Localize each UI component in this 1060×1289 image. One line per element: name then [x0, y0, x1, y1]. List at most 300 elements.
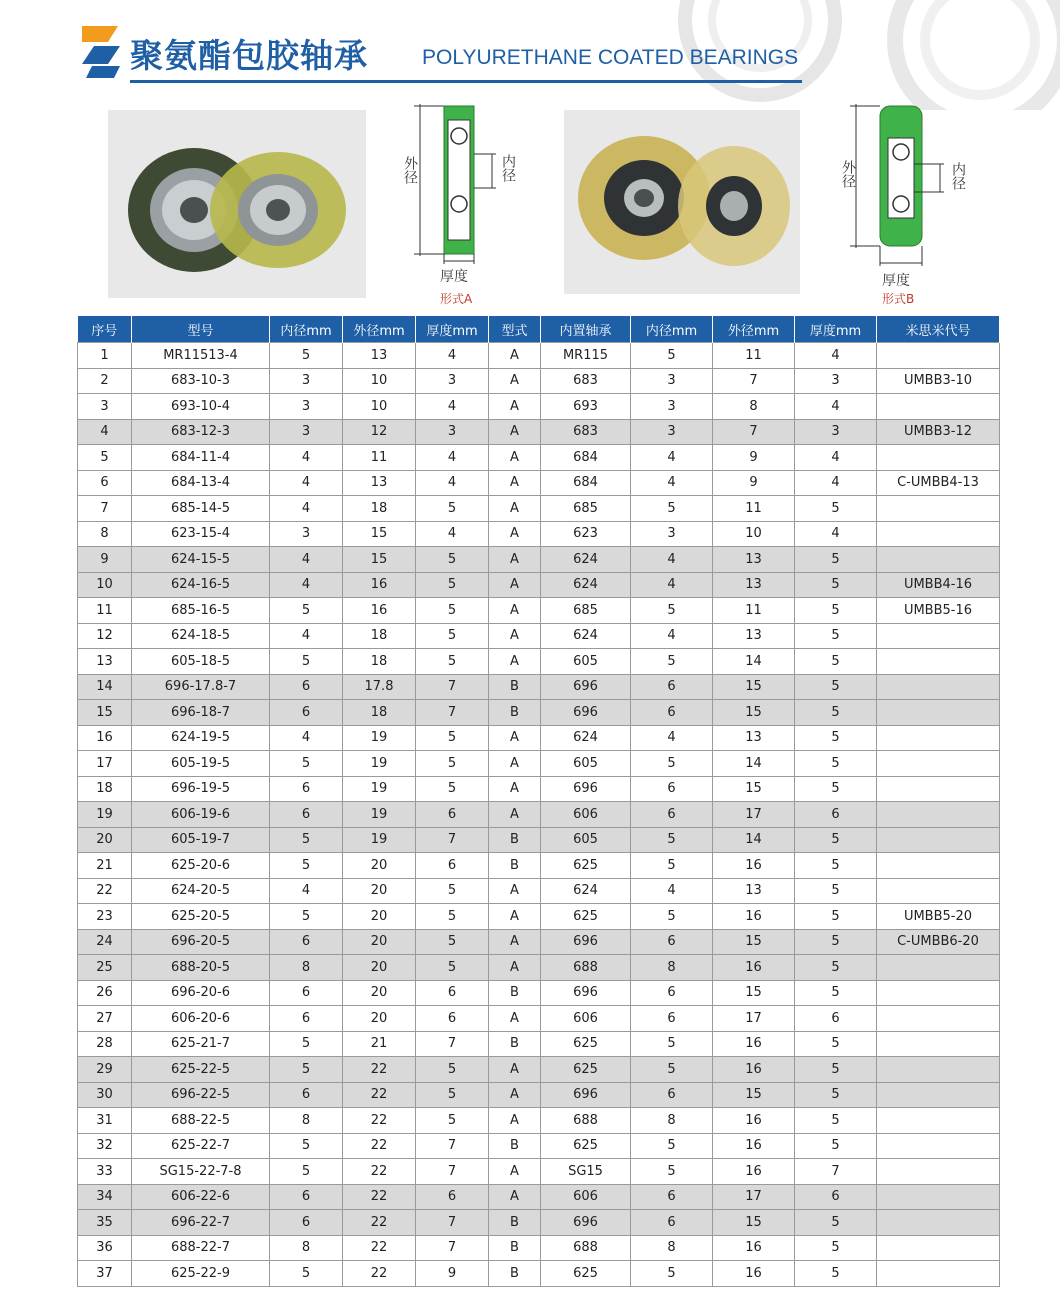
table-cell: 5 [416, 649, 489, 675]
table-cell: 606 [541, 802, 631, 828]
table-cell: A [489, 547, 541, 573]
table-cell: 5 [795, 853, 877, 879]
table-cell: 10 [343, 394, 416, 420]
table-cell: 696-20-5 [132, 929, 270, 955]
table-cell: 19 [343, 725, 416, 751]
table-cell: 684-13-4 [132, 470, 270, 496]
table-cell: 5 [795, 776, 877, 802]
table-cell: 5 [795, 496, 877, 522]
table-cell: 10 [78, 572, 132, 598]
table-cell: 2 [78, 368, 132, 394]
table-row [78, 598, 1000, 624]
table-cell: C-UMBB6-20 [877, 929, 1000, 955]
table-cell: 625 [541, 1133, 631, 1159]
table-cell: 7 [416, 1159, 489, 1185]
table-cell: 606-20-6 [132, 1006, 270, 1032]
table-cell: 696 [541, 1082, 631, 1108]
table-cell: 6 [631, 776, 713, 802]
table-cell: 22 [343, 1184, 416, 1210]
table-row [78, 827, 1000, 853]
table-cell: A [489, 1159, 541, 1185]
product-photo-type-a [108, 110, 366, 298]
table-cell: 5 [795, 1057, 877, 1083]
table-row [78, 955, 1000, 981]
table-cell: 4 [795, 470, 877, 496]
table-cell: UMBB3-10 [877, 368, 1000, 394]
table-cell: 5 [416, 1082, 489, 1108]
table-cell: 5 [795, 623, 877, 649]
table-cell: 3 [270, 368, 343, 394]
table-cell: 19 [78, 802, 132, 828]
table-cell: B [489, 674, 541, 700]
table-cell: 5 [631, 827, 713, 853]
table-cell: 16 [713, 1261, 795, 1287]
table-row [78, 1184, 1000, 1210]
table-cell: 625-22-5 [132, 1057, 270, 1083]
table-cell [877, 980, 1000, 1006]
table-row [78, 547, 1000, 573]
table-cell: 16 [713, 1108, 795, 1134]
table-cell: 684 [541, 470, 631, 496]
table-cell: 27 [78, 1006, 132, 1032]
table-cell: 8 [713, 394, 795, 420]
table-cell: 34 [78, 1184, 132, 1210]
table-cell: 3 [631, 419, 713, 445]
table-row [78, 496, 1000, 522]
table-row [78, 470, 1000, 496]
table-cell: 5 [270, 649, 343, 675]
table-cell: 5 [416, 878, 489, 904]
table-cell: 696 [541, 674, 631, 700]
table-cell: 11 [713, 496, 795, 522]
table-cell: 18 [78, 776, 132, 802]
table-cell: 624-16-5 [132, 572, 270, 598]
table-cell: 6 [416, 802, 489, 828]
table-cell: 4 [270, 878, 343, 904]
table-row [78, 725, 1000, 751]
table-cell: 625 [541, 1261, 631, 1287]
table-row [78, 700, 1000, 726]
table-cell: 6 [631, 1184, 713, 1210]
table-cell: A [489, 368, 541, 394]
table-cell: 22 [343, 1133, 416, 1159]
table-cell: 684-11-4 [132, 445, 270, 471]
table-cell: 5 [270, 904, 343, 930]
table-cell: 16 [713, 955, 795, 981]
column-header: 内径mm [631, 316, 713, 343]
table-cell: 605 [541, 751, 631, 777]
product-photo-type-b [564, 110, 800, 294]
table-cell: 15 [713, 1210, 795, 1236]
table-cell: 683-10-3 [132, 368, 270, 394]
table-cell: A [489, 904, 541, 930]
table-cell: A [489, 1006, 541, 1032]
table-cell: 688 [541, 955, 631, 981]
table-cell: 605 [541, 827, 631, 853]
table-cell: 624 [541, 725, 631, 751]
table-cell: 4 [631, 547, 713, 573]
table-cell: 625 [541, 1057, 631, 1083]
table-cell: 22 [343, 1057, 416, 1083]
table-cell: 5 [795, 904, 877, 930]
table-cell: 12 [78, 623, 132, 649]
table-cell: 625-22-7 [132, 1133, 270, 1159]
table-cell: 4 [795, 521, 877, 547]
table-cell: 625-20-5 [132, 904, 270, 930]
table-cell: 7 [416, 827, 489, 853]
table-cell: 688-22-7 [132, 1235, 270, 1261]
table-cell: SG15 [541, 1159, 631, 1185]
table-row [78, 904, 1000, 930]
page-header [78, 18, 818, 88]
table-row [78, 343, 1000, 369]
table-cell: 5 [795, 751, 877, 777]
table-cell: A [489, 572, 541, 598]
table-cell: A [489, 419, 541, 445]
table-cell: 625-22-9 [132, 1261, 270, 1287]
table-row [78, 1057, 1000, 1083]
table-cell: 4 [270, 623, 343, 649]
table-cell: 3 [416, 419, 489, 445]
table-cell: 11 [713, 598, 795, 624]
table-cell: A [489, 1057, 541, 1083]
table-cell: 4 [631, 470, 713, 496]
table-cell: 6 [416, 980, 489, 1006]
table-cell: MR11513-4 [132, 343, 270, 369]
table-cell [877, 1210, 1000, 1236]
table-cell: 20 [343, 1006, 416, 1032]
table-cell: A [489, 470, 541, 496]
table-cell: 624-19-5 [132, 725, 270, 751]
table-cell [877, 1057, 1000, 1083]
table-cell: 9 [78, 547, 132, 573]
table-cell: 18 [343, 496, 416, 522]
table-cell: 8 [631, 1235, 713, 1261]
table-cell: 17 [713, 1184, 795, 1210]
table-cell: 624-18-5 [132, 623, 270, 649]
table-cell: 623 [541, 521, 631, 547]
table-cell: 6 [631, 802, 713, 828]
table-cell: 6 [631, 674, 713, 700]
table-cell: 5 [416, 904, 489, 930]
table-cell: 688 [541, 1108, 631, 1134]
table-cell: 4 [631, 725, 713, 751]
table-cell: 9 [416, 1261, 489, 1287]
table-cell: 5 [416, 496, 489, 522]
table-row [78, 1159, 1000, 1185]
table-cell: 5 [795, 547, 877, 573]
table-cell: 4 [416, 343, 489, 369]
table-cell: 5 [795, 725, 877, 751]
table-cell: 8 [631, 955, 713, 981]
table-cell: 5 [270, 1057, 343, 1083]
table-cell: A [489, 496, 541, 522]
table-cell [877, 649, 1000, 675]
table-cell: 16 [713, 1159, 795, 1185]
column-header: 外径mm [713, 316, 795, 343]
table-cell: 8 [270, 1235, 343, 1261]
table-cell: 33 [78, 1159, 132, 1185]
table-header-row [78, 316, 1000, 343]
table-cell: 11 [713, 343, 795, 369]
table-cell: 624 [541, 623, 631, 649]
table-cell: 5 [795, 955, 877, 981]
table-cell [877, 1235, 1000, 1261]
table-cell: 683-12-3 [132, 419, 270, 445]
table-cell: 5 [795, 1031, 877, 1057]
table-cell: 32 [78, 1133, 132, 1159]
table-cell: 7 [416, 674, 489, 700]
table-cell: 3 [795, 368, 877, 394]
table-cell: 4 [416, 445, 489, 471]
table-cell: 5 [270, 1133, 343, 1159]
table-cell: A [489, 649, 541, 675]
table-cell: 5 [416, 725, 489, 751]
table-cell: 5 [631, 343, 713, 369]
table-cell [877, 802, 1000, 828]
table-cell: 8 [631, 1108, 713, 1134]
table-row [78, 1108, 1000, 1134]
table-cell: 5 [631, 751, 713, 777]
table-cell: 696-22-5 [132, 1082, 270, 1108]
table-cell: 5 [795, 1235, 877, 1261]
table-cell: A [489, 802, 541, 828]
column-header: 内置轴承 [541, 316, 631, 343]
table-cell: 20 [343, 853, 416, 879]
table-cell: 17 [78, 751, 132, 777]
table-cell: 5 [416, 1057, 489, 1083]
table-cell: 22 [343, 1210, 416, 1236]
table-cell: 696-19-5 [132, 776, 270, 802]
table-cell: 20 [343, 980, 416, 1006]
table-cell [877, 1031, 1000, 1057]
table-cell: 4 [416, 394, 489, 420]
table-cell: 5 [270, 1031, 343, 1057]
table-row [78, 853, 1000, 879]
inner-diameter-label: 内径 [500, 154, 516, 182]
table-cell: 7 [416, 700, 489, 726]
brand-logo-icon [78, 24, 124, 80]
table-cell: 5 [795, 674, 877, 700]
table-row [78, 623, 1000, 649]
table-cell: 606-22-6 [132, 1184, 270, 1210]
table-cell: 5 [270, 827, 343, 853]
table-cell: 625 [541, 1031, 631, 1057]
table-cell: 16 [343, 598, 416, 624]
table-cell: 5 [416, 929, 489, 955]
table-cell: 8 [270, 955, 343, 981]
table-cell: 26 [78, 980, 132, 1006]
table-cell: 5 [631, 853, 713, 879]
table-cell: 9 [713, 445, 795, 471]
column-header: 型式 [489, 316, 541, 343]
table-cell: A [489, 751, 541, 777]
table-cell: 5 [631, 1133, 713, 1159]
table-cell: 606 [541, 1006, 631, 1032]
table-cell: 17 [713, 802, 795, 828]
table-cell: 15 [713, 700, 795, 726]
table-cell: 10 [713, 521, 795, 547]
table-cell: 16 [713, 904, 795, 930]
table-cell: A [489, 776, 541, 802]
table-cell: 5 [631, 598, 713, 624]
table-cell: 16 [713, 1031, 795, 1057]
table-cell: 685 [541, 598, 631, 624]
table-cell [877, 1108, 1000, 1134]
table-cell: 6 [631, 1082, 713, 1108]
table-cell: 14 [713, 827, 795, 853]
table-cell: 684 [541, 445, 631, 471]
table-cell: 624 [541, 878, 631, 904]
table-cell: 7 [713, 419, 795, 445]
table-cell: 20 [343, 904, 416, 930]
column-header: 序号 [78, 316, 132, 343]
table-cell: 14 [713, 649, 795, 675]
table-cell: 4 [270, 725, 343, 751]
table-cell: 30 [78, 1082, 132, 1108]
table-cell: 6 [270, 674, 343, 700]
table-cell: 16 [713, 1057, 795, 1083]
table-cell: 6 [270, 802, 343, 828]
table-cell: 605 [541, 649, 631, 675]
table-cell: 4 [795, 343, 877, 369]
table-cell: 696-20-6 [132, 980, 270, 1006]
table-row [78, 751, 1000, 777]
table-cell: B [489, 980, 541, 1006]
column-header: 内径mm [270, 316, 343, 343]
table-cell: 685 [541, 496, 631, 522]
table-cell: 5 [270, 598, 343, 624]
table-cell: 13 [343, 343, 416, 369]
page-title-chinese: 聚氨酯包胶轴承 [130, 36, 368, 75]
table-cell: 5 [78, 445, 132, 471]
table-cell: 37 [78, 1261, 132, 1287]
table-cell: 19 [343, 776, 416, 802]
table-cell: 5 [795, 827, 877, 853]
table-row [78, 980, 1000, 1006]
table-cell: 5 [416, 955, 489, 981]
table-cell [877, 1184, 1000, 1210]
table-row [78, 674, 1000, 700]
table-cell: A [489, 1108, 541, 1134]
table-cell: 22 [343, 1235, 416, 1261]
table-cell: MR115 [541, 343, 631, 369]
page-title-english: POLYURETHANE COATED BEARINGS [422, 46, 799, 69]
table-cell: 696 [541, 776, 631, 802]
table-cell: 685-16-5 [132, 598, 270, 624]
table-cell: 15 [78, 700, 132, 726]
table-row [78, 572, 1000, 598]
table-cell: 5 [795, 1108, 877, 1134]
table-cell: 605-18-5 [132, 649, 270, 675]
table-cell: 683 [541, 419, 631, 445]
outer-diameter-label: 外径 [402, 156, 418, 184]
table-cell: B [489, 1133, 541, 1159]
table-cell: 20 [78, 827, 132, 853]
table-cell: A [489, 445, 541, 471]
table-cell: 6 [270, 1006, 343, 1032]
table-cell: 6 [270, 929, 343, 955]
table-cell: 15 [343, 521, 416, 547]
table-cell: 5 [416, 1108, 489, 1134]
table-cell: A [489, 598, 541, 624]
table-cell: 22 [343, 1082, 416, 1108]
table-cell: 5 [270, 343, 343, 369]
table-cell: 3 [795, 419, 877, 445]
table-cell: 4 [270, 445, 343, 471]
table-cell: 7 [416, 1031, 489, 1057]
specification-table [77, 316, 1000, 1287]
table-cell: 20 [343, 929, 416, 955]
table-cell: 5 [416, 776, 489, 802]
table-cell: 21 [78, 853, 132, 879]
table-cell: 688-20-5 [132, 955, 270, 981]
table-cell: 4 [631, 623, 713, 649]
table-cell [877, 445, 1000, 471]
table-cell: 15 [713, 1082, 795, 1108]
table-cell: 11 [78, 598, 132, 624]
table-cell: 5 [631, 1031, 713, 1057]
table-cell: 5 [795, 598, 877, 624]
table-cell: 5 [631, 1057, 713, 1083]
table-cell: A [489, 1184, 541, 1210]
table-cell: 16 [343, 572, 416, 598]
table-cell [877, 623, 1000, 649]
table-cell [877, 1082, 1000, 1108]
table-cell: 19 [343, 827, 416, 853]
inner-diameter-label: 内径 [950, 162, 966, 190]
table-cell: 16 [713, 1235, 795, 1261]
table-cell: 7 [416, 1133, 489, 1159]
table-cell: 5 [631, 496, 713, 522]
table-cell: 625-20-6 [132, 853, 270, 879]
thickness-label: 厚度 [440, 269, 468, 285]
table-cell: UMBB3-12 [877, 419, 1000, 445]
table-cell: A [489, 725, 541, 751]
table-cell [877, 343, 1000, 369]
table-row [78, 1082, 1000, 1108]
table-cell: 625-21-7 [132, 1031, 270, 1057]
table-cell: 625 [541, 904, 631, 930]
table-cell: 3 [270, 394, 343, 420]
table-cell: 4 [795, 445, 877, 471]
table-cell [877, 1133, 1000, 1159]
table-cell: 625 [541, 853, 631, 879]
table-cell: 696 [541, 980, 631, 1006]
table-cell: 6 [631, 1006, 713, 1032]
table-cell: SG15-22-7-8 [132, 1159, 270, 1185]
table-cell: A [489, 929, 541, 955]
table-cell [877, 1261, 1000, 1287]
table-cell: 5 [416, 598, 489, 624]
table-cell: 8 [78, 521, 132, 547]
table-cell: 15 [713, 980, 795, 1006]
table-row [78, 1031, 1000, 1057]
table-cell: 35 [78, 1210, 132, 1236]
table-cell: B [489, 1210, 541, 1236]
table-cell: 6 [270, 1082, 343, 1108]
table-cell: 4 [270, 470, 343, 496]
table-cell: 3 [631, 521, 713, 547]
table-cell: UMBB4-16 [877, 572, 1000, 598]
table-cell: B [489, 1261, 541, 1287]
table-cell: 6 [631, 980, 713, 1006]
table-cell: 685-14-5 [132, 496, 270, 522]
table-cell: 5 [795, 572, 877, 598]
thickness-label: 厚度 [882, 273, 910, 289]
column-header: 厚度mm [795, 316, 877, 343]
table-cell: B [489, 827, 541, 853]
